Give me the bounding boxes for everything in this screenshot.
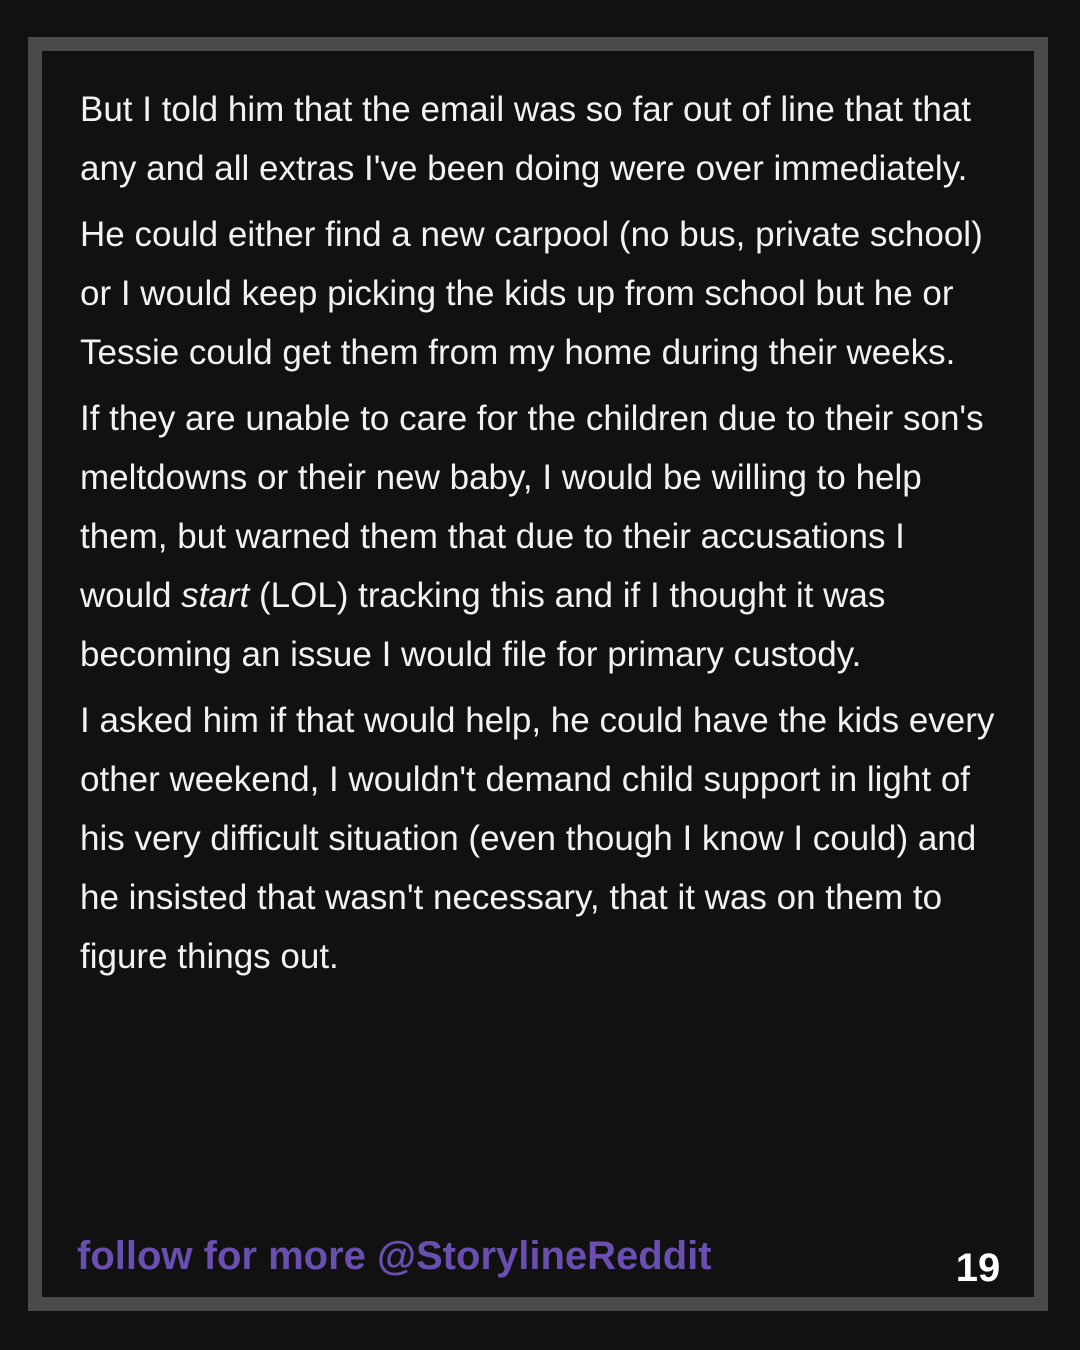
story-text	[80, 80, 1000, 993]
story-paragraph-3-part-1: If they are unable to care for the children due to their son's meltdowns or their new baby, I would be willing to help them, but warned them that due to their accusations I would	[80, 399, 984, 615]
story-paragraph-2: He could either find a new carpool (no bus, private school) or I would keep picking the kids up from school but he or Tessie could get them from my home during their weeks.	[80, 215, 983, 372]
page-number: 19	[955, 1246, 1001, 1290]
story-emphasis: start	[181, 576, 250, 615]
story-paragraph-3-part-2: (LOL) tracking this and if I thought it was becoming an issue I would file for primary custody.	[80, 576, 886, 674]
story-paragraph-3	[80, 389, 1000, 684]
story-paragraph-4: I asked him if that would help, he could have the kids every other weekend, I wouldn't demand child support in light of his very difficult situation (even though I know I could) and he insisted that wasn't necessary, that it was on them to figure things out.	[80, 701, 995, 976]
follow-handle: follow for more @StorylineReddit	[77, 1234, 712, 1278]
story-paragraph-1: But I told him that the email was so far out of line that that any and all extras I've been doing were over immediately.	[80, 90, 972, 188]
